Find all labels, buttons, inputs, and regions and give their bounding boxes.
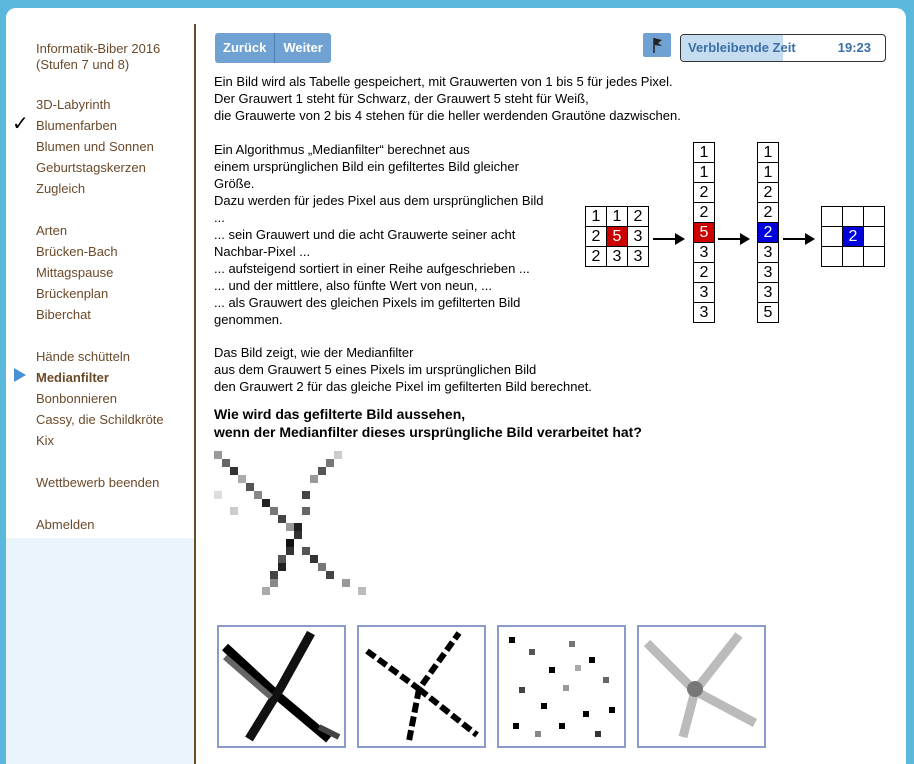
answer-option-c[interactable]	[497, 625, 626, 748]
grid-cell: 3	[628, 247, 649, 267]
nav-item-bruecken-bach[interactable]: Brücken-Bach	[36, 244, 118, 259]
flag-button[interactable]	[643, 33, 671, 57]
value-cell: 1	[693, 162, 715, 183]
timer-value: 19:23	[837, 40, 871, 55]
algo-line-2: einem ursprünglichen Bild ein gefiltertes Bild gleicher	[214, 159, 519, 174]
nav-item-3d-labyrinth[interactable]: 3D-Labyrinth	[36, 97, 111, 112]
algo-line-7: Nachbar-Pixel ...	[214, 244, 311, 259]
answer-option-d[interactable]	[637, 625, 766, 748]
back-button[interactable]: Zurück	[215, 33, 274, 63]
sidebar	[6, 8, 194, 538]
value-cell: 3	[693, 282, 715, 303]
timer-label: Verbleibende Zeit	[688, 40, 796, 55]
nav-item-mittagspause[interactable]: Mittagspause	[36, 265, 114, 280]
result-grid	[821, 206, 885, 267]
example-line-1: Das Bild zeigt, wie der Medianfilter	[214, 345, 414, 360]
answer-option-a[interactable]	[217, 625, 346, 748]
grid-cell: 2	[586, 227, 607, 247]
result-cell	[864, 227, 885, 247]
algo-line-4: Dazu werden für jedes Pixel aus dem ursprünglichen Bild	[214, 193, 544, 208]
nav-item-biberchat[interactable]: Biberchat	[36, 307, 91, 322]
nav-item-blumenfarben[interactable]: Blumenfarben	[36, 118, 117, 133]
value-cell: 2	[757, 202, 779, 223]
grid-cell: 3	[607, 247, 628, 267]
answer-b-image	[359, 627, 484, 746]
question-line-1: Wie wird das gefilterte Bild aussehen,	[214, 406, 466, 422]
nav-item-medianfilter[interactable]: Medianfilter	[36, 370, 109, 385]
nav-item-brueckenplan[interactable]: Brückenplan	[36, 286, 109, 301]
value-cell: 2	[757, 182, 779, 203]
value-cell: 1	[757, 142, 779, 163]
algo-line-8: ... aufsteigend sortiert in einer Reihe aufgeschrieben ...	[214, 261, 530, 276]
answer-option-b[interactable]	[357, 625, 486, 748]
result-cell	[864, 207, 885, 227]
current-task-icon	[14, 368, 26, 382]
answer-a-image	[219, 627, 344, 746]
nav-item-cassy[interactable]: Cassy, die Schildkröte	[36, 412, 164, 427]
value-cell: 1	[757, 162, 779, 183]
value-cell: 2	[693, 202, 715, 223]
nav-item-haende-schuetteln[interactable]: Hände schütteln	[36, 349, 130, 364]
value-cell: 3	[757, 282, 779, 303]
original-image	[214, 451, 384, 601]
grid-cell: 2	[586, 247, 607, 267]
value-cell: 5	[757, 302, 779, 323]
result-cell	[843, 247, 864, 267]
algo-line-10: ... als Grauwert des gleichen Pixels im gefilterten Bild	[214, 295, 521, 310]
remaining-time	[680, 34, 886, 62]
result-cell-center: 2	[843, 227, 864, 247]
answer-d-image	[639, 627, 764, 746]
algo-line-11: genommen.	[214, 312, 283, 327]
algo-line-3: Größe.	[214, 176, 255, 191]
app-frame	[6, 8, 906, 764]
result-cell	[822, 227, 843, 247]
value-cell: 3	[757, 242, 779, 263]
value-cell-center: 5	[693, 222, 715, 243]
nav-item-arten[interactable]: Arten	[36, 223, 68, 238]
flag-icon	[643, 33, 671, 57]
nav-item-bonbonnieren[interactable]: Bonbonnieren	[36, 391, 117, 406]
value-cell: 2	[693, 262, 715, 283]
algo-line-5: ...	[214, 210, 225, 225]
arrow-icon	[718, 238, 748, 240]
value-cell: 3	[757, 262, 779, 283]
value-cell: 3	[693, 242, 715, 263]
nav-item-geburtstagskerzen[interactable]: Geburtstagskerzen	[36, 160, 146, 175]
grid-cell-center: 5	[607, 227, 628, 247]
answer-c-image	[499, 627, 624, 746]
algo-line-9: ... und der mittlere, also fünfte Wert von neun, ...	[214, 278, 492, 293]
result-cell	[822, 247, 843, 267]
arrow-icon	[653, 238, 683, 240]
contest-subtitle: (Stufen 7 und 8)	[36, 57, 130, 72]
example-line-2: aus dem Grauwert 5 eines Pixels im ursprünglichen Bild	[214, 362, 537, 377]
intro-line-2: Der Grauwert 1 steht für Schwarz, der Grauwert 5 steht für Weiß,	[214, 91, 589, 106]
nav-item-kix[interactable]: Kix	[36, 433, 55, 448]
arrow-icon	[783, 238, 813, 240]
sorted-values-column	[757, 143, 779, 323]
nav-item-zugleich[interactable]: Zugleich	[36, 181, 86, 196]
checkmark-icon: ✓	[12, 113, 29, 135]
nav-buttons	[215, 33, 331, 63]
value-cell-median: 2	[757, 222, 779, 243]
value-cell: 3	[693, 302, 715, 323]
result-cell	[822, 207, 843, 227]
sidebar-footer	[6, 538, 194, 764]
example-line-3: den Grauwert 2 für das gleiche Pixel im gefilterten Bild berechnet.	[214, 379, 592, 394]
contest-title: Informatik-Biber 2016	[36, 41, 161, 56]
grid-cell: 1	[586, 207, 607, 227]
result-cell	[864, 247, 885, 267]
algo-line-6: ... sein Grauwert und die acht Grauwerte seiner acht	[214, 227, 516, 242]
logout-link[interactable]: Abmelden	[36, 517, 95, 532]
result-cell	[843, 207, 864, 227]
neighborhood-grid	[585, 206, 649, 267]
algo-line-1: Ein Algorithmus „Medianfilter“ berechnet aus	[214, 142, 470, 157]
nav-item-blumen-und-sonnen[interactable]: Blumen und Sonnen	[36, 139, 154, 154]
grid-cell: 3	[628, 227, 649, 247]
unsorted-values-column	[693, 143, 715, 323]
end-contest-link[interactable]: Wettbewerb beenden	[36, 475, 160, 490]
question-line-2: wenn der Medianfilter dieses ursprüngliche Bild verarbeitet hat?	[214, 424, 642, 440]
grid-cell: 1	[607, 207, 628, 227]
next-button[interactable]: Weiter	[274, 33, 331, 63]
grid-cell: 2	[628, 207, 649, 227]
intro-line-3: die Grauwerte von 2 bis 4 stehen für die heller werdenden Grautöne dazwischen.	[214, 108, 681, 123]
value-cell: 2	[693, 182, 715, 203]
sidebar-divider	[194, 24, 196, 764]
intro-line-1: Ein Bild wird als Tabelle gespeichert, mit Grauwerten von 1 bis 5 für jedes Pixel.	[214, 74, 673, 89]
value-cell: 1	[693, 142, 715, 163]
